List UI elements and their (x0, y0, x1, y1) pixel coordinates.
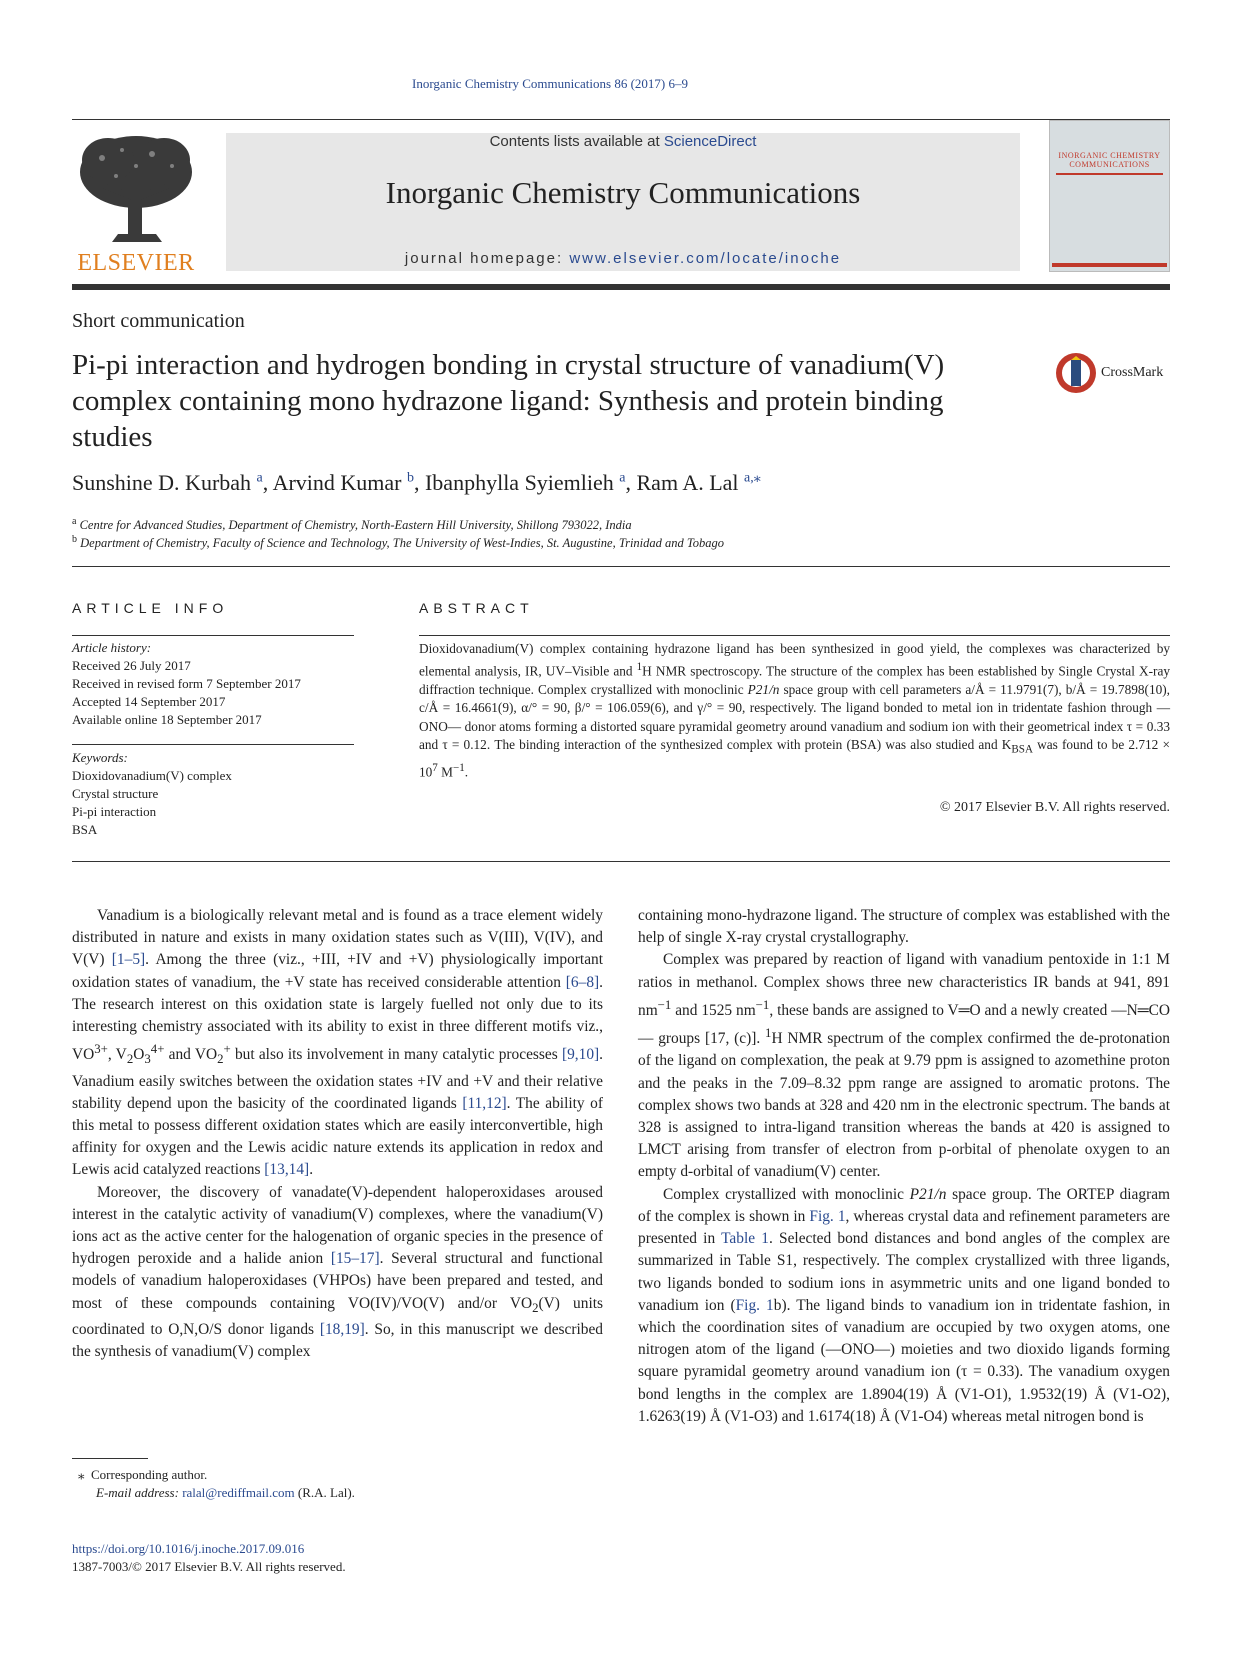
history-received: Received 26 July 2017 (72, 658, 191, 673)
keyword: BSA (72, 822, 98, 837)
citation-link[interactable]: [1–5] (111, 951, 146, 969)
cover-stripe (1056, 173, 1163, 175)
article-info-heading: ARTICLE INFO (72, 600, 229, 616)
homepage-link[interactable]: www.elsevier.com/locate/inoche (569, 250, 842, 267)
body-paragraph: Moreover, the discovery of vanadate(V)-dependent haloperoxidases aroused interest in the catalytic activity of vanadium(V) complexes, where the vanadium(V) ions act as the active center for the halogenation of organic species in the presence of hydrogen peroxide and a halide anion [15–17]. Several structural and functional models of vanadium haloperoxidases (VHPOs) have been prepared and tested, and most of these compounds containing VO(IV)/VO(V) and/or $VO_2(V)$ units coordinated to O,N,O/S donor ligands [18,19]. So, in this manuscript we described the synthesis of vanadium(V) complex (72, 1183, 603, 1361)
footnote: ⁎ Corresponding author. E-mail address: ralal@rediffmail.com (R.A. Lal). (78, 1467, 355, 1500)
body-paragraph: Vanadium is a biologically relevant metal and is found as a trace element widely distributed in nature and exists in many oxidation states such as V(III), V(IV), and V(V) [1–5]. Among the three (viz., +III, +IV and +V) physiologically important oxidation states of vanadium, the +V state has received considerable attention [6–8]. The research interest on this oxidation state is largely fuelled not only due to its interesting chemistry associated with its ability to exist in three different motifs viz., $VO^{3+}$, $V_2O_3^{4+}$ and $VO_2^+$ but also its involvement in many catalytic processes [9,10]. Vanadium easily switches between the oxidation states +IV and +V and their relative stability depend upon the basicity of the coordinated ligands [11,12]. The ability of this metal to possess different oxidation states which are easily interconvertible, high affinity for oxygen and the Lewis acidic nature extends its application in redox and Lewis acid catalyzed reactions [13,14]. (72, 907, 603, 1179)
table-link[interactable]: Table 1 (721, 1230, 769, 1248)
doi-link[interactable]: https://doi.org/10.1016/j.inoche.2017.09.016 (72, 1541, 305, 1556)
article-info-rule (72, 635, 354, 636)
title-bottom-rule (72, 566, 1170, 567)
body-paragraph: Complex crystallized with monoclinic P21/n space group. The ORTEP diagram of the complex is shown in Fig. 1, whereas crystal data and refinement parameters are presented in Table 1. Selected bond distances and bond angles of the complex are summarized in Table S1, respectively. The complex crystallized with three ligands, two ligands bonded to sodium ions in asymmetric units and one ligand bonded to vanadium ion (Fig. 1b). The ligand binds to vanadium ion in tridentate fashion, in which the coordination sites of vanadium are occupied by two oxygen atoms, one nitrogen atom of the ligand (—ONO—) moieties and two dioxido ligands forming square pyramidal geometry around vanadium ion (τ = 0.33). The vanadium oxygen bond lengths in the complex are 1.8904(19) Å (V1-O1), 1.9532(19) Å (V1-O2), 1.6263(19) Å (V1-O3) and 1.6174(18) Å (V1-O4) whereas metal nitrogen bond is (638, 1185, 1171, 1425)
author: Ibanphylla Syiemlieh $^a$, (424, 470, 637, 496)
doi-block (72, 1540, 346, 1576)
citation-link[interactable]: [15–17] (330, 1250, 380, 1268)
author: Arvind Kumar $^b$, (272, 470, 425, 496)
header-thick-rule (72, 284, 1170, 290)
history-accepted: Accepted 14 September 2017 (72, 694, 226, 709)
crossmark-label: CrossMark (1101, 365, 1164, 380)
section-type: Short communication (72, 310, 245, 332)
journal-title: Inorganic Chemistry Communications (385, 175, 861, 210)
affiliation-a: $^a$ Centre for Advanced Studies, Department of Chemistry, North-Eastern Hill University, Shillong 793022, India (72, 516, 632, 533)
keyword: Dioxidovanadium(V) complex (72, 768, 232, 783)
history-online: Available online 18 September 2017 (72, 712, 262, 727)
citation-link[interactable]: [6–8] (565, 973, 600, 991)
homepage-line: journal homepage: www.elsevier.com/locate/inoche (404, 250, 842, 267)
citation-link[interactable]: [13,14] (264, 1161, 310, 1179)
figure-link[interactable]: Fig. 1 (735, 1296, 774, 1314)
citation-link[interactable]: [9,10] (561, 1046, 600, 1064)
body-column-left (72, 905, 603, 1363)
keyword: Crystal structure (72, 786, 159, 801)
cover-title: INORGANIC CHEMISTRY COMMUNICATIONS (1058, 151, 1161, 169)
sciencedirect-link[interactable]: ScienceDirect (663, 133, 757, 150)
abstract-bottom-rule (72, 861, 1170, 862)
figure-link[interactable]: Fig. 1 (809, 1207, 846, 1225)
body-paragraph: Complex was prepared by reaction of ligand with vanadium pentoxide in 1:1 M ratios in methanol. Complex shows three new characteristics IR bands at 941, 891 $nm^{-1}$ and 1525 $nm^{-1}$, these bands are assigned to V═O and a newly created —N═CO— groups [17, (c)]. $^1$H NMR spectrum of the complex confirmed the de-protonation of the ligand on complexation, the peak at 9.79 ppm is assigned to azomethine proton and the peaks in the 7.09–8.32 ppm range are assigned to aromatic protons. The complex shows two bands at 328 and 420 nm in the electronic spectrum. The bands at 328 is assigned to intra-ligand transition whereas the bands at 420 is assigned to LMCT arising from transfer of electron from p-orbital of phenolate oxygen to an empty d-orbital of vanadium(V) center. (638, 951, 1170, 1181)
keywords: Keywords: Dioxidovanadium(V) complex Crystal structure Pi-pi interaction BSA (72, 750, 232, 837)
keywords-rule (72, 744, 354, 745)
cover-bottom-stripe (1052, 263, 1167, 267)
abstract-copyright: © 2017 Elsevier B.V. All rights reserved. (939, 800, 1170, 815)
affiliation-b: $^b$ Department of Chemistry, Faculty of Science and Technology, The University of West-Indies, St. Augustine, Trinidad and Tobago (72, 534, 724, 551)
body-paragraph: containing mono-hydrazone ligand. The structure of complex was established with the help of single X-ray crystal crystallography. (638, 907, 1170, 947)
contents-line: Contents lists available at ScienceDirect (489, 133, 757, 150)
header-top-rule (72, 119, 1170, 120)
journal-reference[interactable]: Inorganic Chemistry Communications 86 (2017) 6–9 (412, 76, 688, 91)
keyword: Pi-pi interaction (72, 804, 157, 819)
citation-link[interactable]: [18,19] (319, 1320, 365, 1338)
author-list (72, 470, 761, 496)
footnote-rule (72, 1458, 148, 1459)
body-column-right (638, 905, 1170, 1428)
author-corresponding[interactable]: Ram A. Lal $^{a,⁎}$ (636, 470, 761, 496)
email-link[interactable]: ralal@rediffmail.com (182, 1485, 295, 1500)
journal-cover-image (1049, 120, 1170, 272)
issn-line: 1387-7003/© 2017 Elsevier B.V. All rights reserved. (72, 1559, 346, 1574)
abstract-rule (419, 635, 1170, 636)
crossmark-badge[interactable] (1055, 352, 1163, 394)
crossmark-icon (1055, 352, 1097, 394)
author: Sunshine D. Kurbah $^a$, (72, 470, 273, 496)
paper-title: Pi-pi interaction and hydrogen bonding in crystal structure of vanadium(V) complex containing mono hydrazone ligand: Synthesis and protein binding studies (72, 349, 945, 453)
publisher-name: ELSEVIER (77, 250, 195, 276)
abstract-text: Dioxidovanadium(V) complex containing hydrazone ligand has been synthesized in good yield, the complexes was characterized by elemental analysis, IR, UV–Visible and $^1$H NMR spectroscopy. The structure of the complex has been established by Single Crystal X-ray diffraction technique. Complex crystallized with monoclinic P21/n space group with cell parameters a/Å = 11.9791(7), b/Å = 19.7898(10), c/Å = 16.4661(9), α/° = 90, β/° = 106.059(6), and γ/° = 90, respectively. The ligand bonded to metal ion in tridentate fashion through —ONO— donor atoms forming a distorted square pyramidal geometry around vanadium and sodium ion with their geometrical index τ = 0.33 and τ = 0.12. The binding interaction of the synthesized complex with protein (BSA) was also studied and $K_{BSA}$ was found to be $2.712 \times 10^7$ $M^{-1}$. (419, 641, 1170, 780)
abstract-heading: ABSTRACT (419, 600, 534, 616)
article-history: Article history: Received 26 July 2017 Received in revised form 7 September 2017 Accepted 14 September 2017 Available online 18 September 2017 (72, 640, 301, 727)
citation-link[interactable]: [11,12] (462, 1094, 507, 1112)
history-revised: Received in revised form 7 September 2017 (72, 676, 301, 691)
